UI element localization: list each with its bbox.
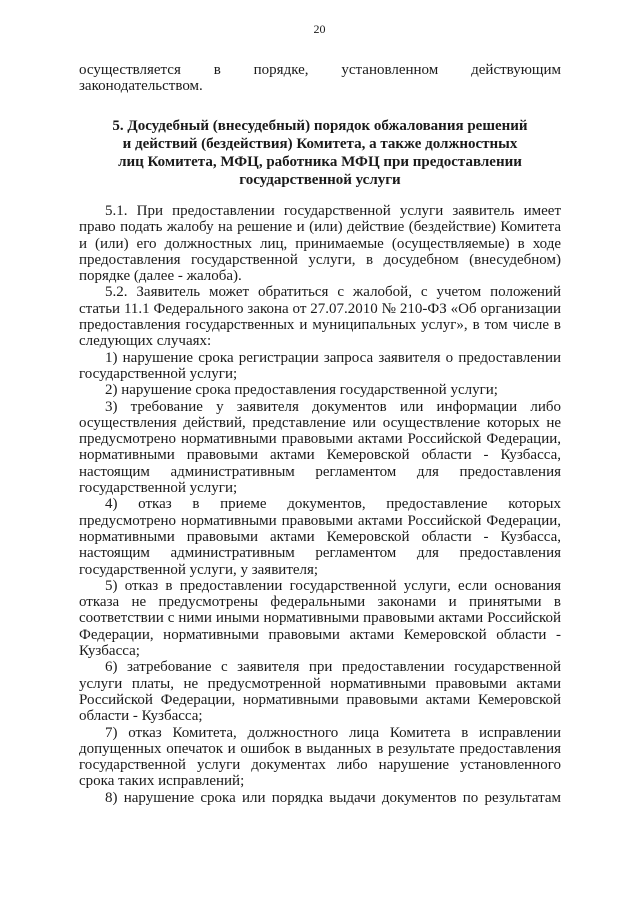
body-line: право подать жалобу на решение и (или) действие (бездействие) Комитета: [79, 219, 561, 236]
body-line: соответствии с ними иными нормативными правовыми актами Российской: [79, 610, 561, 627]
body-line: предусмотрено нормативными правовыми актами Российской Федерации,: [79, 512, 561, 529]
body-line: 6) затребование с заявителя при предоставлении государственной: [105, 659, 561, 676]
body-line: нормативными правовыми актами Кемеровской области - Кузбасса,: [79, 528, 561, 545]
body-line: предоставления государственной услуги, в досудебном (внесудебном): [79, 251, 561, 268]
body-line: осуществления действий, представление или осуществление которых не: [79, 414, 561, 431]
heading-line: лиц Комитета, МФЦ, работника МФЦ при предоставлении: [118, 154, 522, 170]
body-line: 5) отказ в предоставлении государственной услуги, если основания: [105, 577, 561, 594]
body-line: 8) нарушение срока или порядка выдачи документов по результатам: [105, 789, 561, 806]
body-line: Российской Федерации, нормативными правовыми актами Кемеровской: [79, 691, 561, 708]
body-line: государственной услуги;: [79, 365, 238, 382]
heading-line: 5. Досудебный (внесудебный) порядок обжалования решений: [112, 118, 528, 134]
body-line: государственной услуги, у заявителя;: [79, 561, 319, 578]
body-line: 5.1. При предоставлении государственной услуги заявитель имеет: [105, 203, 561, 219]
heading-line: государственной услуги: [239, 172, 401, 188]
body-line: услуги платы, не предусмотренной нормативными правовыми актами: [79, 675, 561, 692]
body-line: области - Кузбасса;: [79, 708, 203, 725]
body-line: предоставления государственных и муниципальных услуг», в том числе в: [79, 317, 561, 334]
intro-paragraph: [79, 62, 561, 95]
body-line: порядке (далее - жалоба).: [79, 268, 242, 285]
body-line: следующих случаях:: [79, 333, 212, 350]
body-line: 4) отказ в приеме документов, предоставление которых: [105, 496, 561, 513]
heading-line: и действий (бездействия) Комитета, а также должностных: [122, 136, 518, 152]
section-heading: [79, 117, 561, 189]
body-line: статьи 11.1 Федерального закона от 27.07.2010 № 210-ФЗ «Об организации: [79, 300, 561, 317]
body-line: срока таких исправлений;: [79, 773, 245, 790]
body-line: 1) нарушение срока регистрации запроса заявителя о предоставлении: [105, 349, 561, 366]
section-body: [79, 203, 561, 806]
body-line: допущенных опечаток и ошибок в выданных в результате предоставления: [79, 740, 561, 757]
body-line: Федерации, нормативными правовыми актами Кемеровской области -: [79, 626, 561, 643]
body-line: предусмотрено нормативными правовыми актами Российской Федерации,: [79, 431, 561, 448]
page-number: 20: [313, 22, 326, 36]
body-line: Кузбасса;: [79, 643, 140, 660]
body-line: 5.2. Заявитель может обратиться с жалобой, с учетом положений: [105, 284, 561, 301]
body-line: и (или) его должностных лиц, принимаемые (осуществляемые) в ходе: [79, 235, 561, 252]
body-line: отказа не предусмотрены федеральными законами и принятыми в: [79, 594, 561, 611]
intro-line: осуществляется в порядке, установленном действующим: [79, 62, 561, 78]
body-line: нормативными правовыми актами Кемеровской области - Кузбасса,: [79, 447, 561, 464]
intro-line: законодательством.: [79, 78, 203, 95]
body-line: 7) отказ Комитета, должностного лица Комитета в исправлении: [105, 724, 561, 741]
body-line: государственной услуги;: [79, 480, 238, 497]
body-line: 2) нарушение срока предоставления государственной услуги;: [105, 382, 498, 399]
body-line: государственной услуги документах либо нарушение установленного: [79, 757, 561, 774]
body-line: 3) требование у заявителя документов или информации либо: [105, 398, 561, 415]
body-line: настоящим административным регламентом для предоставления: [79, 545, 561, 562]
body-line: настоящим административным регламентом для предоставления: [79, 463, 561, 480]
